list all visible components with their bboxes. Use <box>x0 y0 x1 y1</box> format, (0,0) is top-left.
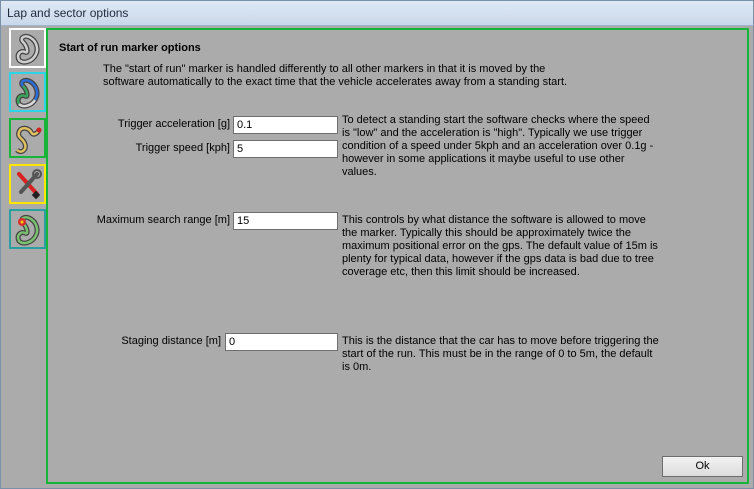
max-search-range-label: Maximum search range [m] <box>96 214 230 226</box>
trigger-acceleration-label: Trigger acceleration [g] <box>117 118 230 130</box>
tab-track-outline[interactable] <box>9 28 46 68</box>
intro-text: The "start of run" marker is handled differently to all other markers in that it is moved by the software automatically to the exact time that the vehicle accelerates away from a standing start. <box>103 63 568 88</box>
staging-distance-description: This is the distance that the car has to move before triggering the start of the run. This must be in the range of 0 to 5m, the default is 0m. <box>342 335 659 373</box>
tab-strip <box>1 26 47 488</box>
trigger-speed-input[interactable]: 5 <box>233 140 338 158</box>
max-search-range-description: This controls by what distance the software is allowed to move the marker. Typically this should be approximately twice the maximum positional error on the gps. The default value of 15m is plenty for typical data, however if the gps data is bad due to tree coverage etc, then this limit should be increased. <box>342 214 658 278</box>
track-sector-icon <box>13 76 43 110</box>
max-search-range-input[interactable]: 15 <box>233 212 338 230</box>
trigger-acceleration-input[interactable]: 0.1 <box>233 116 338 134</box>
trigger-description: To detect a standing start the software checks where the speed is "low" and the acceleration is "high". Typically we use trigger condition of a speed under 5kph and an acceleration over 0.1g - however in some applications it maybe useful to use other values. <box>342 114 654 178</box>
ok-button[interactable]: Ok <box>662 456 743 477</box>
wrench-screwdriver-icon <box>13 168 43 202</box>
staging-distance-label: Staging distance [m] <box>121 335 221 347</box>
title-bar <box>1 1 753 26</box>
track-outline-icon <box>13 32 43 66</box>
trigger-speed-label: Trigger speed [kph] <box>135 142 230 154</box>
panel-heading: Start of run marker options <box>59 42 201 54</box>
start-of-run-options-panel <box>46 28 749 484</box>
window-title: Lap and sector options <box>7 6 129 20</box>
staging-distance-input[interactable]: 0 <box>225 333 338 351</box>
tab-settings[interactable] <box>9 164 46 204</box>
tab-track-sector[interactable] <box>9 72 46 112</box>
